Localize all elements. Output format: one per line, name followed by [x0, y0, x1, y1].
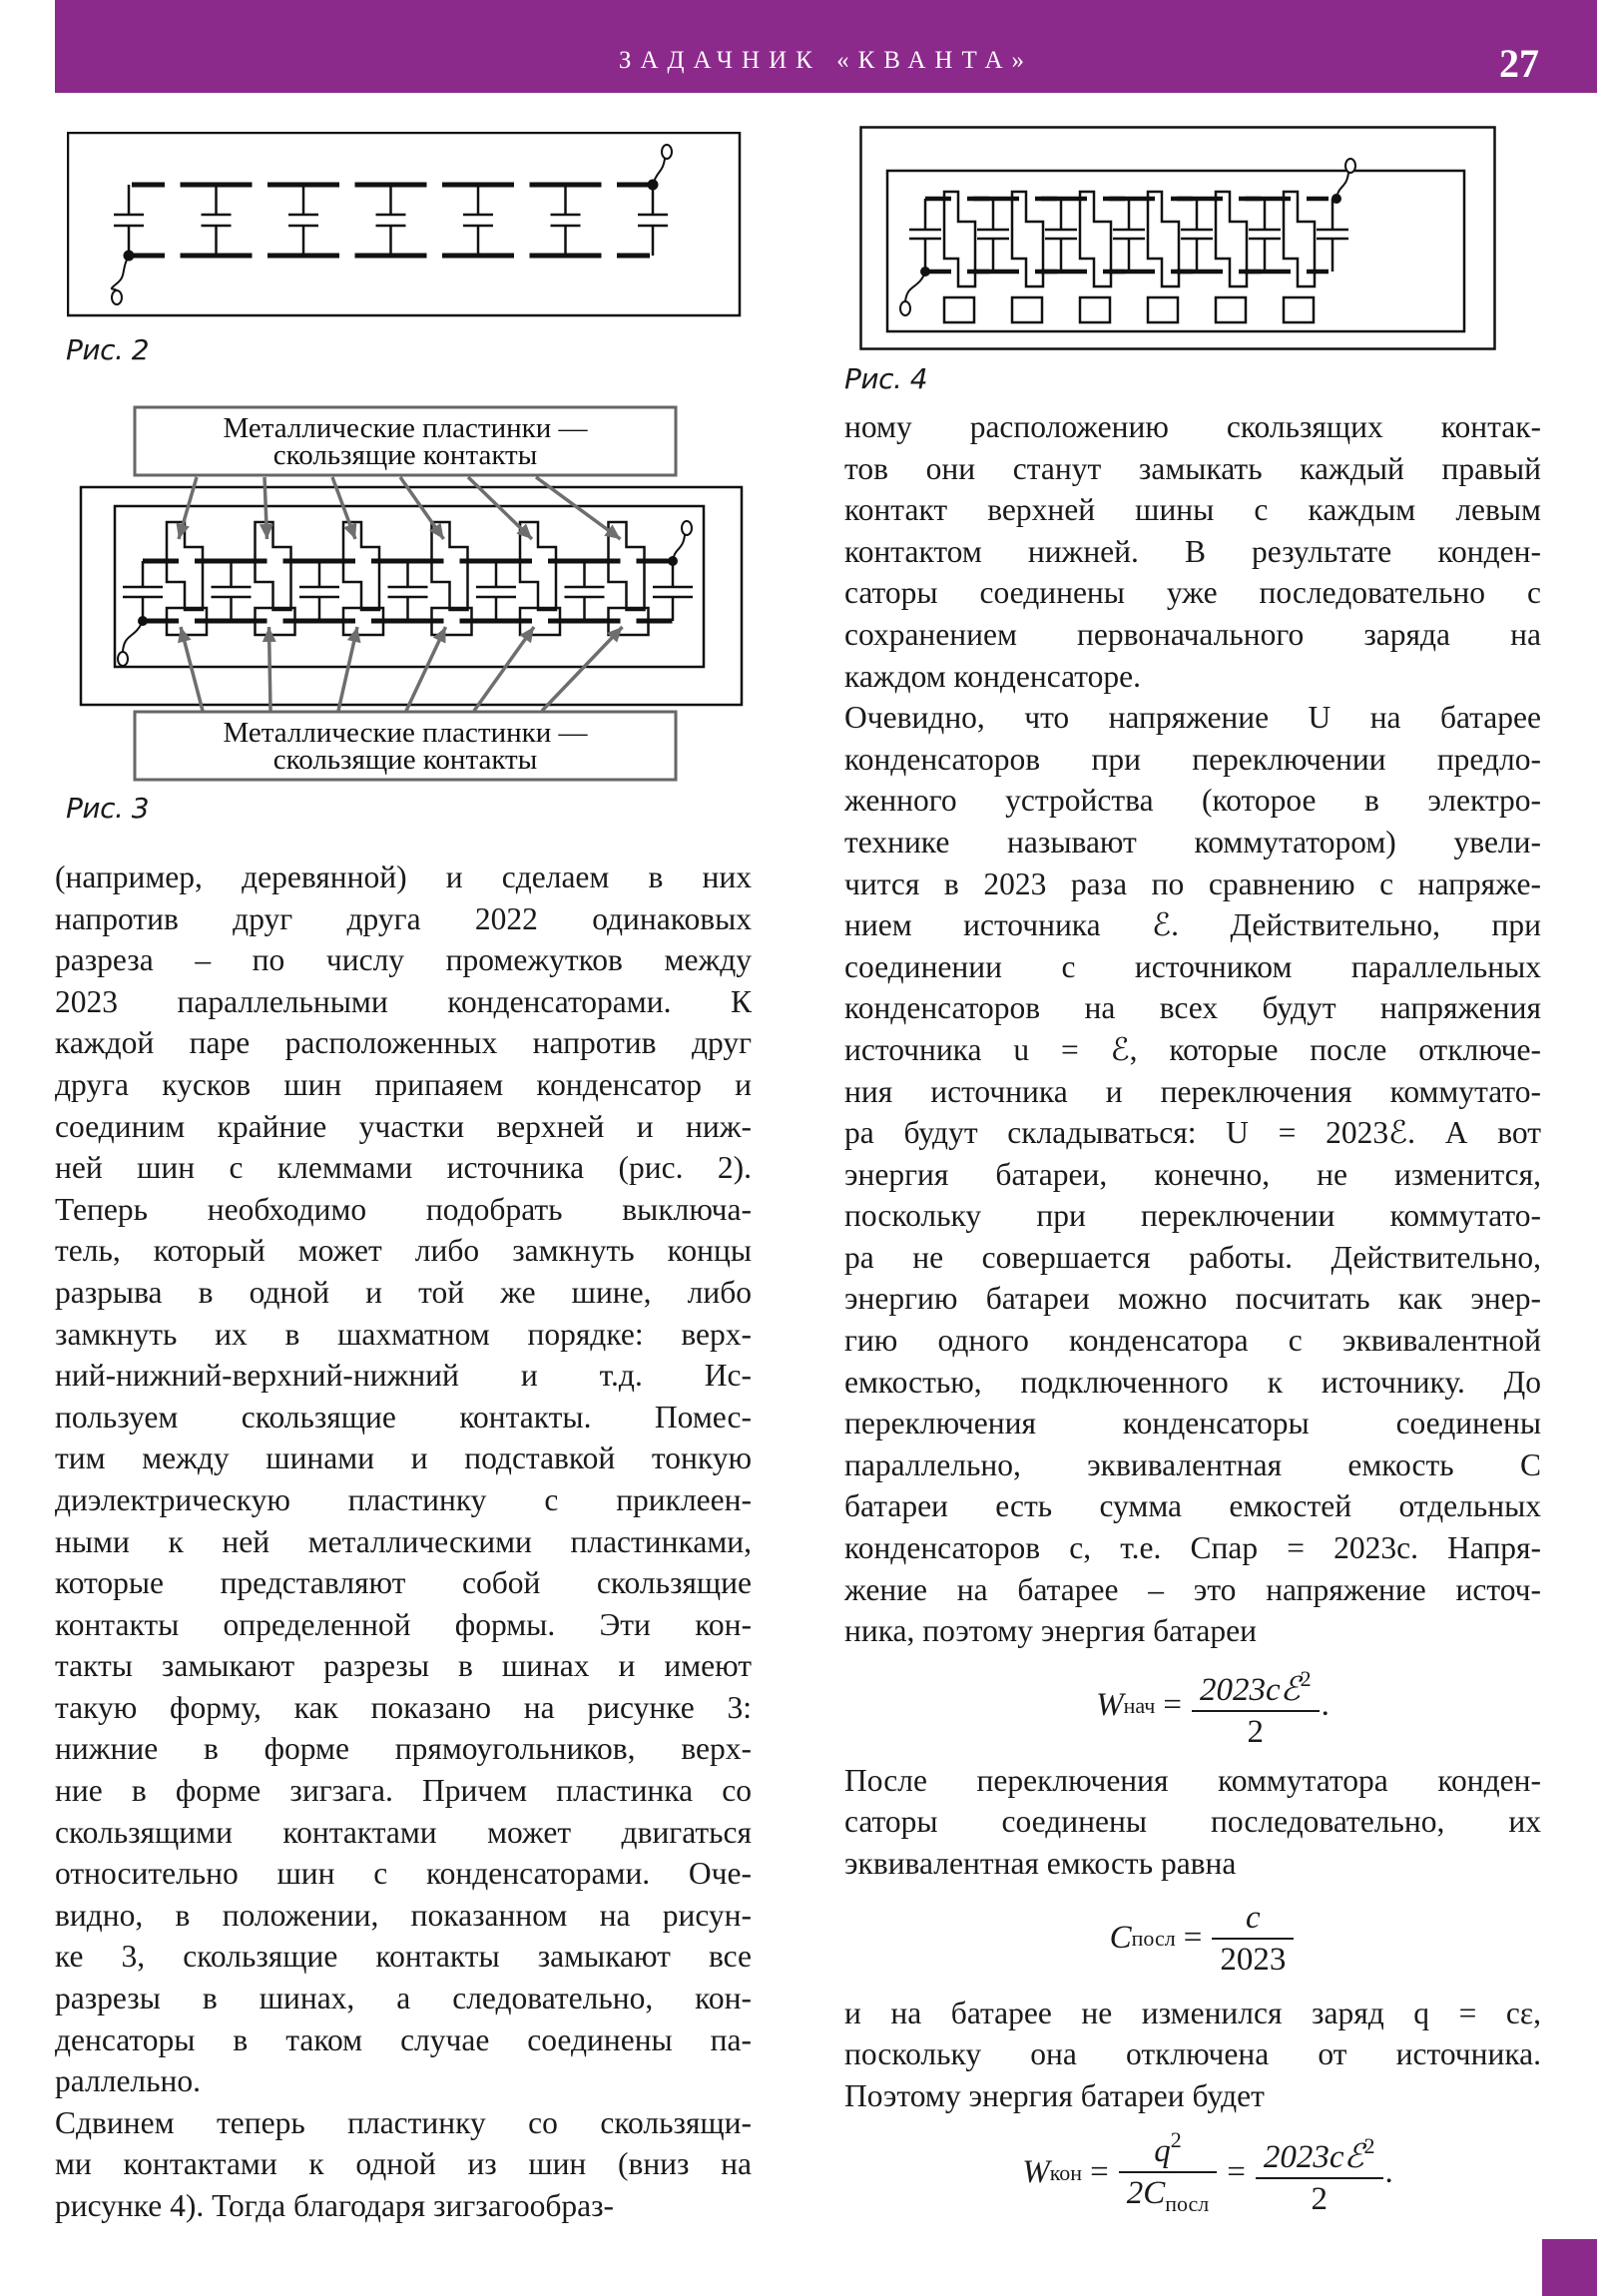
- text-line: саторы соединены последовательно, их: [844, 1804, 1541, 1840]
- text-line: разрыва в одной и той же шине, либо: [55, 1274, 752, 1310]
- text-line: технике называют коммутатором) увели-: [844, 824, 1541, 860]
- text-line: батареи есть сумма емкостей отдельных: [844, 1488, 1541, 1524]
- text-line: Теперь необходимо подобрать выключа-: [55, 1191, 752, 1227]
- text-line: энергию батареи можно посчитать как энер-: [844, 1281, 1541, 1317]
- text-line: параллельно, эквивалентная емкость C: [844, 1446, 1541, 1482]
- text-line: диэлектрическую пластинку с приклеен-: [55, 1481, 752, 1517]
- text-line: конденсаторов при переключении предло-: [844, 741, 1541, 777]
- text-line: друга кусков шин припаяем конденсатор и: [55, 1066, 752, 1102]
- text-line: разрезы в шинах, а следовательно, кон-: [55, 1981, 752, 2016]
- text-line: ке 3, скользящие контакты замыкают все: [55, 1939, 752, 1975]
- page-header: [55, 0, 1597, 93]
- text-line: ника, поэтому энергия батареи: [844, 1613, 1258, 1649]
- text-line: саторы соединены уже последовательно с: [844, 575, 1541, 611]
- text-line: каждой паре расположенных напротив друг: [55, 1025, 752, 1061]
- figure-3: [75, 399, 749, 784]
- text-line: видно, в положении, показанном на рисун-: [55, 1897, 752, 1933]
- text-line: ния источника и переключения коммутато-: [844, 1073, 1541, 1109]
- text-line: ра будут складываться: U = 2023ℰ. А вот: [844, 1115, 1541, 1151]
- figure-4: [859, 126, 1498, 350]
- text-line: нижние в форме прямоугольников, верх-: [55, 1731, 752, 1767]
- text-line: поскольку она отключена от источника.: [844, 2036, 1541, 2072]
- text-line: поскольку при переключении коммутато-: [844, 1198, 1541, 1234]
- text-line: раллельно.: [55, 2063, 201, 2099]
- text-line: замкнуть их в шахматном порядке: верх-: [55, 1316, 752, 1352]
- text-line: нием источника ℰ. Действительно, при: [844, 907, 1541, 943]
- text-line: конденсаторов на всех будут напряжения: [844, 990, 1541, 1026]
- text-line: соединении с источником параллельных: [844, 948, 1541, 984]
- text-line: Очевидно, что напряжение U на батарее: [844, 700, 1541, 736]
- text-line: Поэтому энергия батареи будет: [844, 2077, 1265, 2113]
- formula-final-energy: W кон = $\frac{q^2}{2C_{посл}}$ = $\frac{2023cℰ^2}{2}$ .: [844, 2122, 1541, 2222]
- text-line: Сдвинем теперь пластинку со скользящи-: [55, 2104, 752, 2140]
- text-line: 2023 параллельными конденсаторами. К: [55, 983, 752, 1019]
- text-line: денсаторы в таком случае соединены па-: [55, 2021, 752, 2057]
- figure-2: [67, 132, 742, 317]
- text-line: гию одного конденсатора с эквивалентной: [844, 1323, 1541, 1359]
- text-line: ний-нижний-верхний-нижний и т.д. Ис-: [55, 1358, 752, 1394]
- right-paragraphs-3: [844, 1993, 1541, 2117]
- text-line: переключения конденсаторы соединены: [844, 1406, 1541, 1441]
- text-line: разреза – по числу промежутков между: [55, 942, 752, 978]
- left-text-column: [55, 857, 752, 2227]
- text-line: ному расположению скользящих контак-: [844, 409, 1541, 444]
- text-line: которые представляют собой скользящие: [55, 1565, 752, 1601]
- sliding-contacts-shifted-diagram: [859, 126, 1498, 350]
- text-line: чится в 2023 раза по сравнению с напряже-: [844, 865, 1541, 901]
- text-line: конденсаторов c, т.е. Cпар = 2023c. Напря-: [844, 1530, 1541, 1566]
- text-line: пользуем скользящие контакты. Помес-: [55, 1399, 752, 1435]
- page-corner-tab: [1542, 2239, 1597, 2296]
- text-line: емкостью, подключенного к источнику. До: [844, 1364, 1541, 1400]
- text-line: ра не совершается работы. Действительно,: [844, 1239, 1541, 1275]
- text-line: такую форму, как показано на рисунке 3:: [55, 1689, 752, 1725]
- text-line: относительно шин с конденсаторами. Оче-: [55, 1856, 752, 1892]
- text-line: каждом конденсаторе.: [844, 658, 1141, 694]
- text-line: контакты определенной формы. Эти кон-: [55, 1606, 752, 1642]
- text-line: такты замыкают разрезы в шинах и имеют: [55, 1648, 752, 1684]
- page-number: 27: [1499, 41, 1539, 86]
- text-line: эквивалентная емкость равна: [844, 1846, 1237, 1881]
- text-line: контакт верхней шины с каждым левым: [844, 492, 1541, 528]
- right-paragraphs-1: [844, 406, 1541, 1652]
- figure-4-caption: Рис. 4: [844, 362, 928, 395]
- text-line: ми контактами к одной из шин (вниз на: [55, 2146, 752, 2182]
- text-line: соединим крайние участки верхней и ниж-: [55, 1108, 752, 1144]
- formula-series-capacitance: C посл = $\frac{c}{2023}$: [844, 1891, 1541, 1987]
- bottom-label-line1: Металлические пластинки —: [223, 717, 588, 749]
- text-line: тим между шинами и подставкой тонкую: [55, 1440, 752, 1476]
- text-line: энергия батареи, конечно, не изменится,: [844, 1156, 1541, 1192]
- text-line: контактом нижней. В результате конден-: [844, 533, 1541, 569]
- text-line: тель, который может либо замкнуть концы: [55, 1233, 752, 1269]
- right-text-column: [844, 406, 1541, 2228]
- right-paragraphs-2: [844, 1760, 1541, 1885]
- top-label-line1: Металлические пластинки —: [223, 412, 588, 444]
- bottom-label-line2: скользящие контакты: [272, 744, 538, 776]
- figure-3-caption: Рис. 3: [66, 792, 150, 825]
- text-line: (например, деревянной) и сделаем в них: [55, 860, 752, 894]
- text-line: жение на батарее – это напряжение источ-: [844, 1571, 1541, 1607]
- text-line: напротив друг друга 2022 одинаковых: [55, 900, 752, 936]
- figure-2-caption: Рис. 2: [66, 333, 150, 366]
- text-line: тов они станут замыкать каждый правый: [844, 450, 1541, 486]
- text-line: ными к ней металлическими пластинками,: [55, 1523, 752, 1559]
- text-line: После переключения коммутатора конден-: [844, 1762, 1541, 1798]
- text-line: скользящими контактами может двигаться: [55, 1814, 752, 1850]
- text-line: ние в форме зигзага. Причем пластинка со: [55, 1773, 752, 1809]
- formula-initial-energy: W нач = $\frac{2023cℰ^2}{2}$ .: [1096, 1666, 1330, 1751]
- journal-section-title: ЗАДАЧНИК «КВАНТА»: [618, 47, 1034, 74]
- sliding-contacts-diagram: [75, 399, 749, 784]
- capacitor-bank-parallel-diagram: [67, 132, 742, 317]
- text-line: сохранением первоначального заряда на: [844, 616, 1541, 652]
- text-line: ней шин с клеммами источника (рис. 2).: [55, 1150, 752, 1186]
- text-line: источника u = ℰ, которые после отключе-: [844, 1031, 1541, 1067]
- text-line: рисунке 4). Тогда благодаря зигзагообраз-: [55, 2188, 615, 2223]
- top-label-line2: скользящие контакты: [272, 439, 538, 471]
- text-line: и на батарее не изменился заряд q = cε,: [844, 1995, 1541, 2030]
- text-line: женного устройства (которое в электро-: [844, 783, 1541, 819]
